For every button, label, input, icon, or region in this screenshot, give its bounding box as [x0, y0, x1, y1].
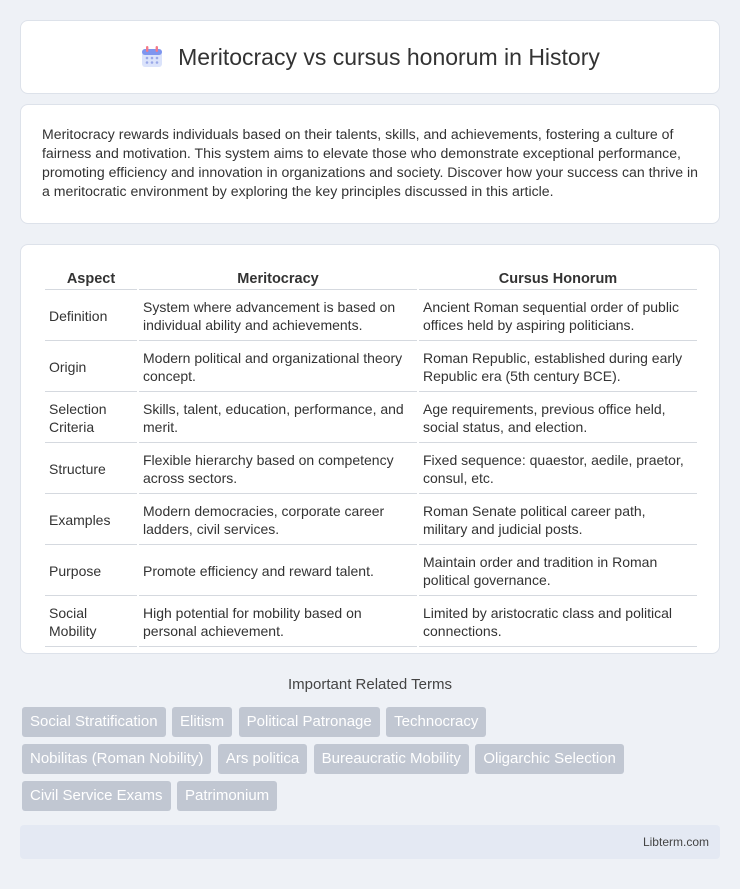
intro-card — [20, 104, 720, 224]
comparison-table — [43, 265, 699, 649]
cursus-honorum-cell: Limited by aristocratic class and political connections. — [419, 598, 697, 647]
aspect-cell: Examples — [45, 496, 137, 545]
calendar-icon — [140, 45, 164, 69]
footer — [20, 825, 720, 859]
meritocracy-cell: Skills, talent, education, performance, and merit. — [139, 394, 417, 443]
table-row — [45, 547, 697, 596]
cursus-honorum-cell: Age requirements, previous office held, social status, and election. — [419, 394, 697, 443]
related-term-tag[interactable]: Oligarchic Selection — [475, 744, 624, 774]
header-meritocracy: Meritocracy — [139, 267, 417, 290]
related-term-tag[interactable]: Patrimonium — [177, 781, 277, 811]
meritocracy-cell: Modern political and organizational theory concept. — [139, 343, 417, 392]
related-term-tag[interactable]: Political Patronage — [239, 707, 380, 737]
table-row — [45, 496, 697, 545]
comparison-table-card — [20, 244, 720, 654]
page-title: Meritocracy vs cursus honorum in History — [178, 43, 600, 70]
related-term-tag[interactable]: Elitism — [172, 707, 232, 737]
table-row — [45, 394, 697, 443]
related-term-tag[interactable]: Ars politica — [218, 744, 307, 774]
table-row — [45, 343, 697, 392]
meritocracy-cell: System where advancement is based on individual ability and achievements. — [139, 292, 417, 341]
cursus-honorum-cell: Maintain order and tradition in Roman political governance. — [419, 547, 697, 596]
meritocracy-cell: Flexible hierarchy based on competency across sectors. — [139, 445, 417, 494]
aspect-cell: Structure — [45, 445, 137, 494]
cursus-honorum-cell: Fixed sequence: quaestor, aedile, praetor, consul, etc. — [419, 445, 697, 494]
aspect-cell: Selection Criteria — [45, 394, 137, 443]
related-term-tag[interactable]: Civil Service Exams — [22, 781, 171, 811]
aspect-cell: Purpose — [45, 547, 137, 596]
meritocracy-cell: High potential for mobility based on personal achievement. — [139, 598, 417, 647]
cursus-honorum-cell: Roman Senate political career path, military and judicial posts. — [419, 496, 697, 545]
header-card — [20, 20, 720, 94]
related-term-tag[interactable]: Nobilitas (Roman Nobility) — [22, 744, 211, 774]
intro-text: Meritocracy rewards individuals based on their talents, skills, and achievements, fostering a culture of fairness and motivation. This system aims to elevate those who demonstrate exceptional performance, promoting efficiency and innovation in organizations and society. Discover how your success can thrive in a meritocratic environment by exploring the key principles discussed in this article. — [42, 126, 698, 199]
table-row — [45, 292, 697, 341]
aspect-cell: Social Mobility — [45, 598, 137, 647]
cursus-honorum-cell: Ancient Roman sequential order of public offices held by aspiring politicians. — [419, 292, 697, 341]
table-row — [45, 598, 697, 647]
footer-site-link[interactable]: Libterm.com — [642, 835, 709, 849]
related-terms-list — [22, 707, 722, 818]
header-cursus-honorum: Cursus Honorum — [419, 267, 697, 290]
cursus-honorum-cell: Roman Republic, established during early Republic era (5th century BCE). — [419, 343, 697, 392]
table-row — [45, 445, 697, 494]
meritocracy-cell: Modern democracies, corporate career ladders, civil services. — [139, 496, 417, 545]
header-aspect: Aspect — [45, 267, 137, 290]
aspect-cell: Definition — [45, 292, 137, 341]
related-terms-title: Important Related Terms — [288, 676, 452, 693]
related-term-tag[interactable]: Social Stratification — [22, 707, 166, 737]
table-header-row — [45, 267, 697, 290]
related-term-tag[interactable]: Technocracy — [386, 707, 486, 737]
related-term-tag[interactable]: Bureaucratic Mobility — [314, 744, 469, 774]
meritocracy-cell: Promote efficiency and reward talent. — [139, 547, 417, 596]
aspect-cell: Origin — [45, 343, 137, 392]
